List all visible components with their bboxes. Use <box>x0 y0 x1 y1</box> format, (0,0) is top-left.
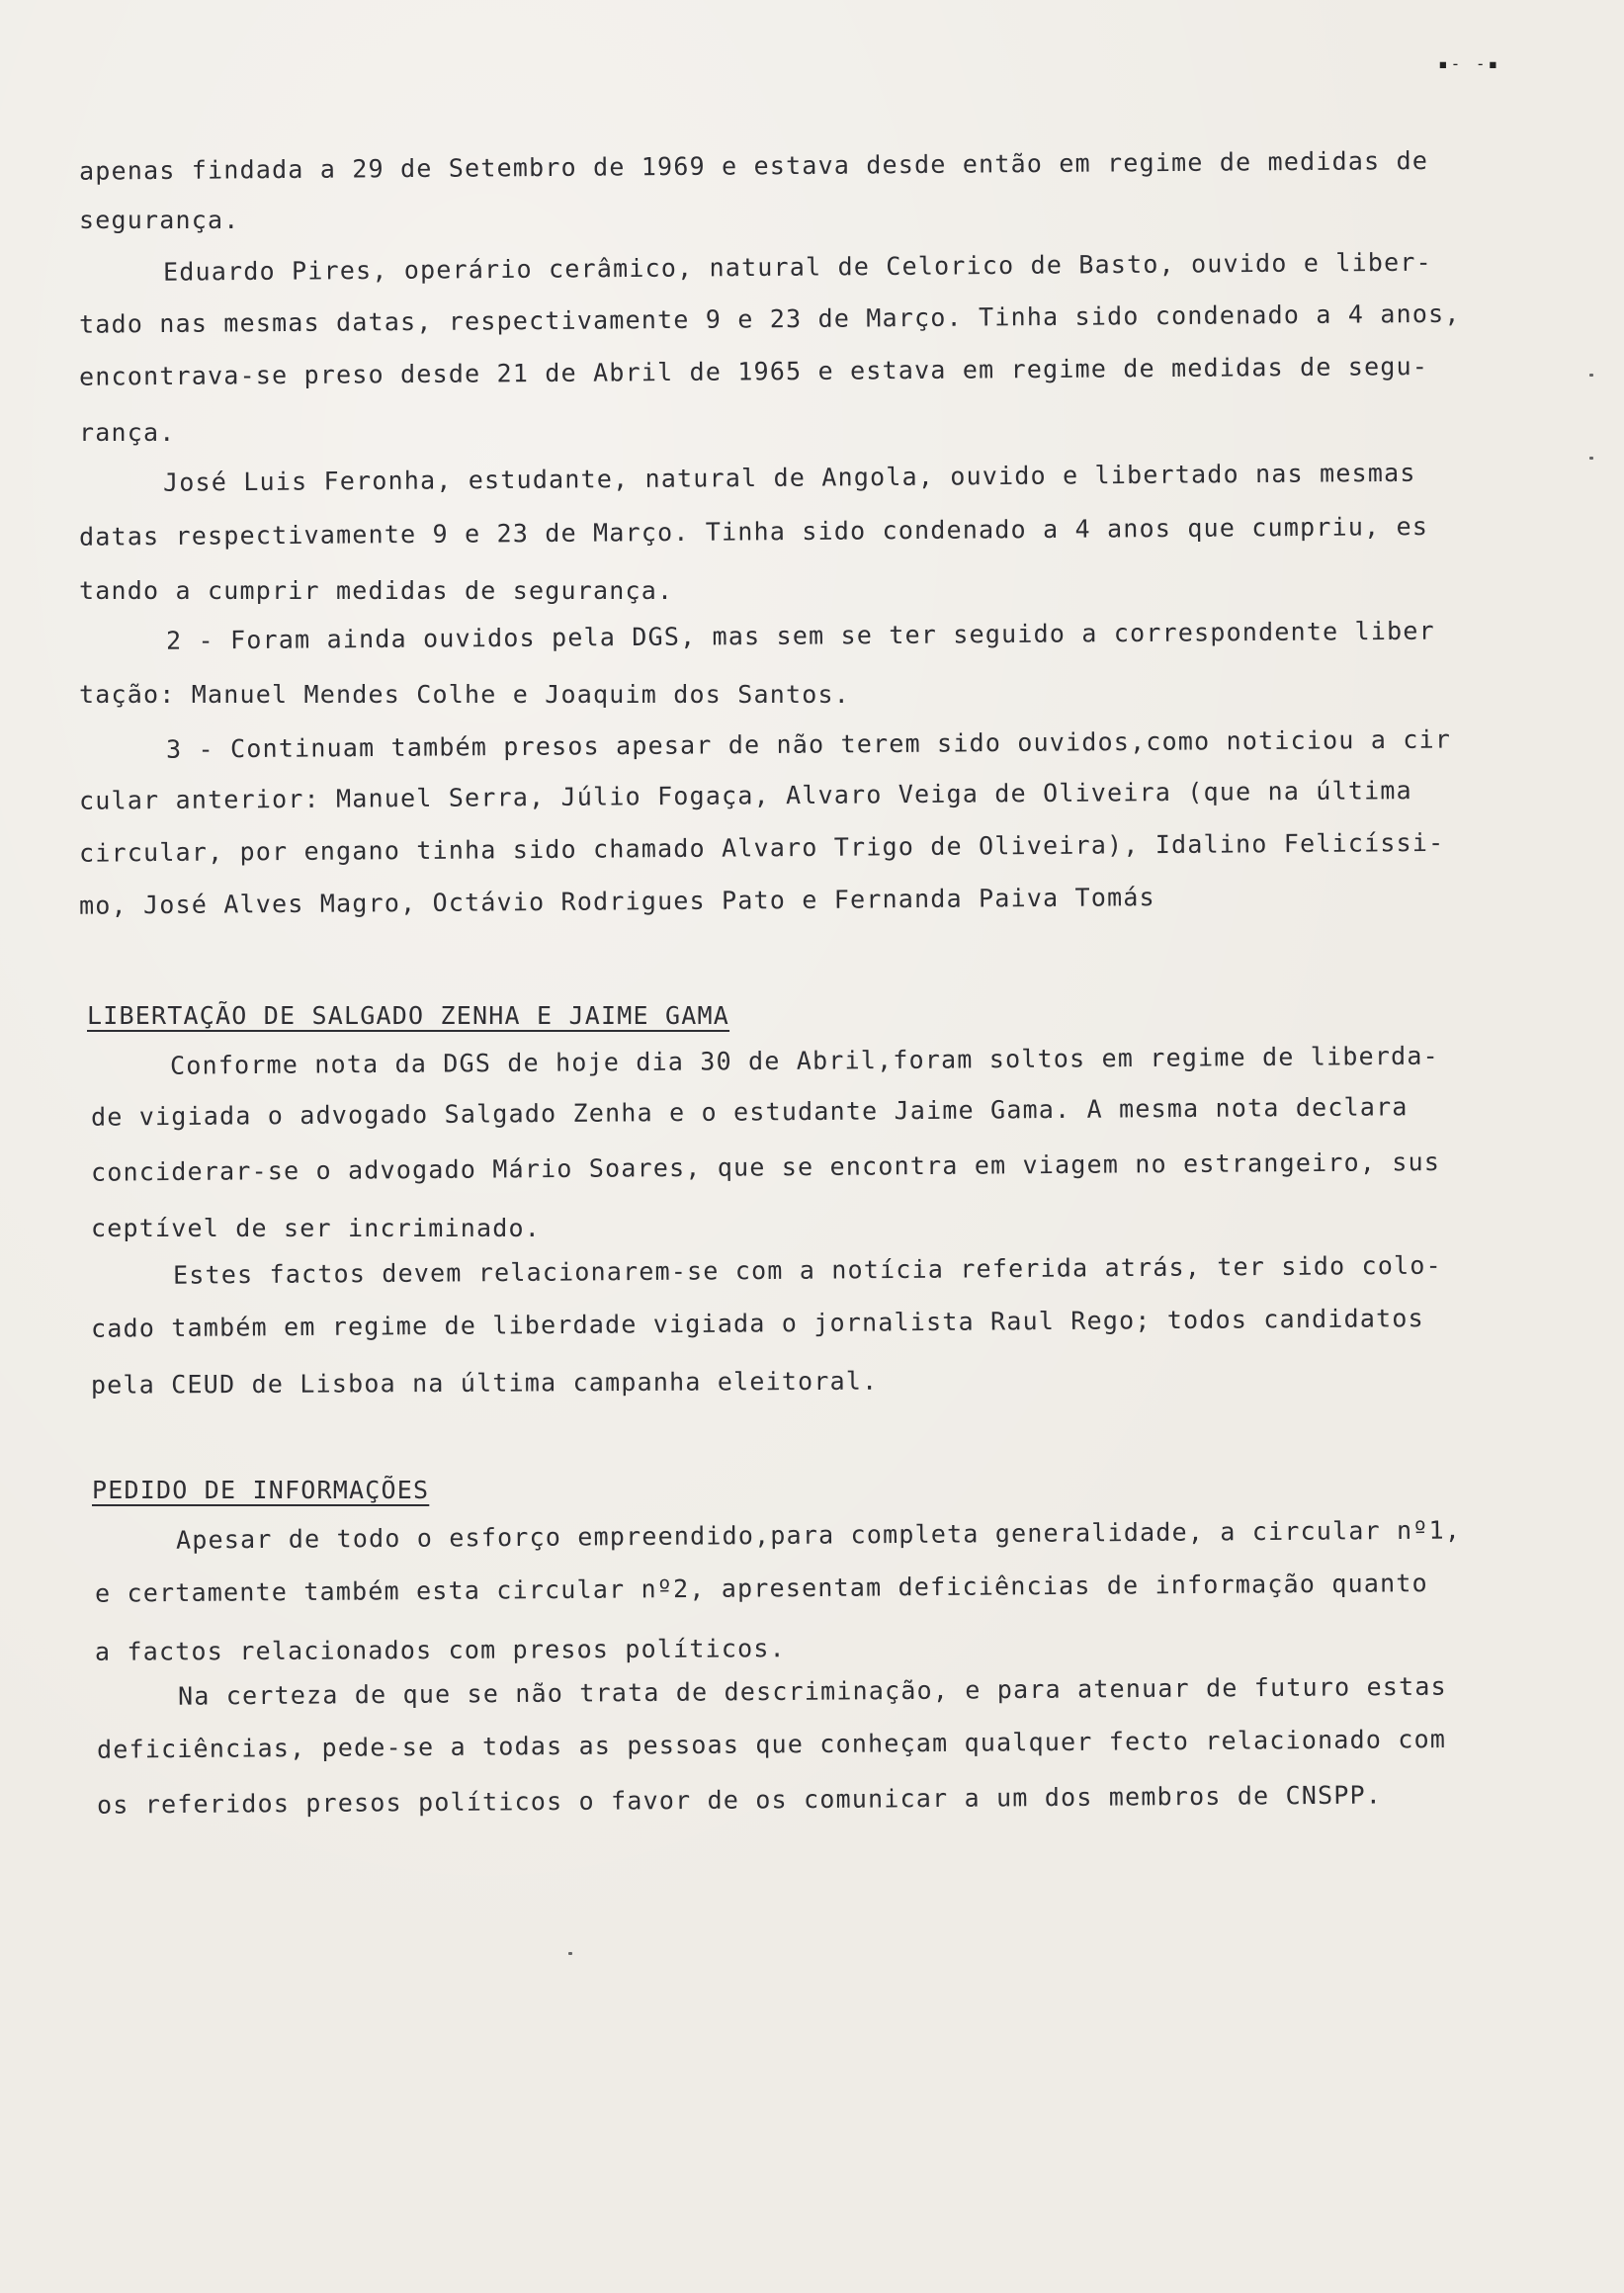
text-line: Conforme nota da DGS de hoje dia 30 de Abril,foram soltos em regime de liberda- <box>169 1041 1439 1080</box>
text-line: cular anterior: Manuel Serra, Júlio Fogaça, Alvaro Veiga de Oliveira (que na última <box>78 776 1412 815</box>
text-line: ceptível de ser incriminado. <box>91 1214 542 1242</box>
text-line: Estes factos devem relacionarem-se com a notícia referida atrás, ter sido colo- <box>172 1250 1442 1290</box>
text-line: deficiências, pede-se a todas as pessoas que conheçam qualquer fecto relacionado com <box>96 1724 1447 1764</box>
margin-mark <box>1589 374 1593 377</box>
page-corner-marks: ▪‐ ‐▪ <box>1438 54 1501 73</box>
text-line: apenas findada a 29 de Setembro de 1969 e estava desde então em regime de medidas de <box>78 145 1429 186</box>
stray-dot <box>568 1952 572 1955</box>
section-heading: LIBERTAÇÃO DE SALGADO ZENHA E JAIME GAMA <box>87 1001 730 1030</box>
section-heading: PEDIDO DE INFORMAÇÕES <box>92 1476 430 1504</box>
text-line: 2 - Foram ainda ouvidos pela DGS, mas sem se ter seguido a correspondente liber <box>165 616 1435 655</box>
text-line: segurança. <box>79 206 240 234</box>
text-line: mo, José Alves Magro, Octávio Rodrigues Pato e Fernanda Paiva Tomás <box>78 883 1155 920</box>
text-line: e certamente também esta circular nº2, apresentam deficiências de informação quanto <box>94 1569 1428 1608</box>
text-line: cado também em regime de liberdade vigiada o jornalista Raul Rego; todos candidatos <box>90 1304 1424 1343</box>
text-line: encontrava-se preso desde 21 de Abril de 1965 e estava em regime de medidas de segu- <box>78 351 1429 391</box>
text-line: pela CEUD de Lisboa na última campanha eleitoral. <box>90 1366 879 1400</box>
text-line: datas respectivamente 9 e 23 de Março. Tinha sido condenado a 4 anos que cumpriu, es <box>78 511 1429 552</box>
text-line: de vigiada o advogado Salgado Zenha e o estudante Jaime Gama. A mesma nota declara <box>90 1092 1409 1132</box>
text-line: tado nas mesmas datas, respectivamente 9 e 23 de Março. Tinha sido condenado a 4 anos, <box>78 298 1461 339</box>
text-line: circular, por engano tinha sido chamado Alvaro Trigo de Oliveira), Idalino Felicíssi- <box>78 827 1445 868</box>
text-line: Na certeza de que se não trata de descriminação, e para atenuar de futuro estas <box>177 1671 1447 1711</box>
text-line: Eduardo Pires, operário cerâmico, natural de Celorico de Basto, ouvido e liber- <box>162 247 1432 287</box>
text-line: Apesar de todo o esforço empreendido,para completa generalidade, a circular nº1, <box>175 1515 1462 1555</box>
text-line: tação: Manuel Mendes Colhe e Joaquim dos Santos. <box>79 680 851 709</box>
text-line: José Luis Feronha, estudante, natural de Angola, ouvido e libertado nas mesmas <box>162 458 1416 497</box>
text-line: rança. <box>79 418 176 447</box>
text-line: conciderar-se o advogado Mário Soares, que se encontra em viagem no estrangeiro, sus <box>90 1146 1441 1187</box>
text-line: tando a cumprir medidas de segurança. <box>79 576 674 605</box>
text-line: a factos relacionados com presos políticos. <box>94 1634 786 1666</box>
text-line: 3 - Continuam também presos apesar de não terem sido ouvidos,como noticiou a cir <box>165 724 1452 764</box>
text-line: os referidos presos políticos o favor de os comunicar a um dos membros de CNSPP. <box>96 1780 1383 1820</box>
